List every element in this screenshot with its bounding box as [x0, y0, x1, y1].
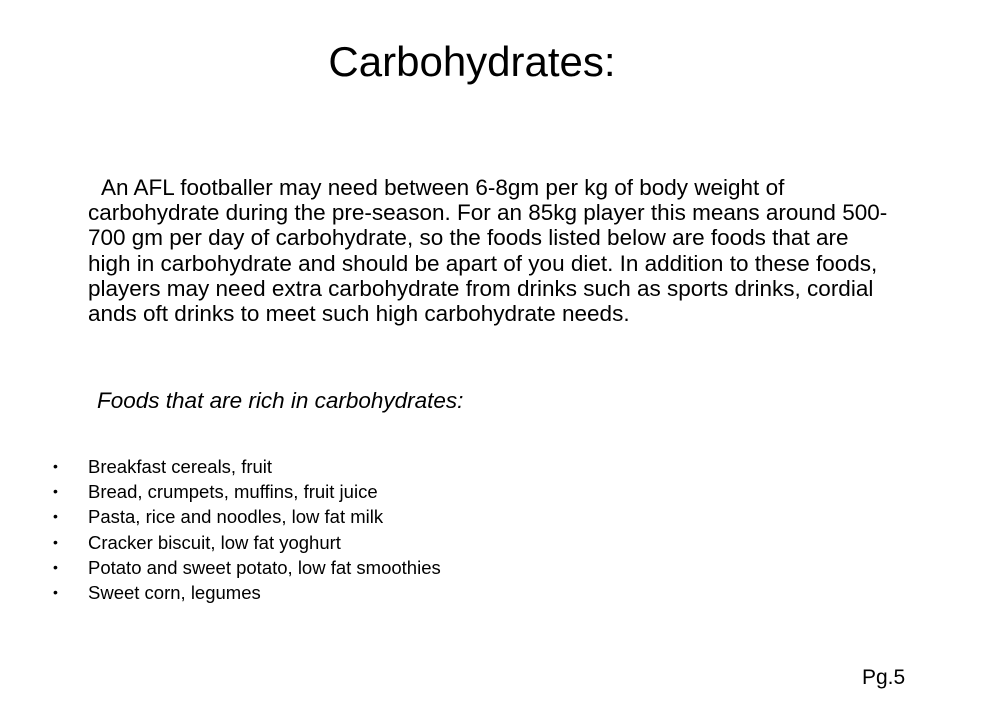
list-item-text: Potato and sweet potato, low fat smoothies — [88, 556, 441, 578]
list-item — [0, 530, 700, 555]
bullet-icon: • — [53, 508, 58, 525]
list-item-text: Breakfast cereals, fruit — [88, 456, 273, 477]
bullet-icon: • — [53, 483, 58, 500]
intro-paragraph: An AFL footballer may need between 6-8gm per kg of body weight of carbohydrate during the pre-season. For an 85kg player this means around 500-700 gm per day of carbohydrate, so the foods listed below are foods that are high in carbohydrate and should be apart of you diet. In addition to these foods, players may need extra carbohydrate from drinks such as sports drinks, cordial ands oft drinks to meet such high carbohydrate needs. — [88, 175, 888, 327]
list-item-text: Bread, crumpets, muffins, fruit juice — [88, 481, 378, 503]
food-list — [0, 454, 700, 605]
bullet-icon: • — [53, 583, 58, 600]
list-heading: Foods that are rich in carbohydrates: — [97, 388, 464, 413]
list-item-text: Pasta, rice and noodles, low fat milk — [88, 506, 384, 528]
list-item — [0, 479, 700, 504]
page-number: Pg.5 — [862, 666, 906, 689]
bullet-icon: • — [53, 558, 58, 575]
list-item-text: Cracker biscuit, low fat yoghurt — [88, 531, 341, 553]
page-title: Carbohydrates: — [328, 38, 616, 85]
list-item — [0, 555, 700, 580]
list-item-text: Sweet corn, legumes — [88, 581, 261, 603]
list-item — [0, 504, 700, 529]
list-item — [0, 454, 700, 479]
list-item — [0, 580, 700, 605]
bullet-icon: • — [53, 458, 58, 474]
bullet-icon: • — [53, 533, 58, 550]
